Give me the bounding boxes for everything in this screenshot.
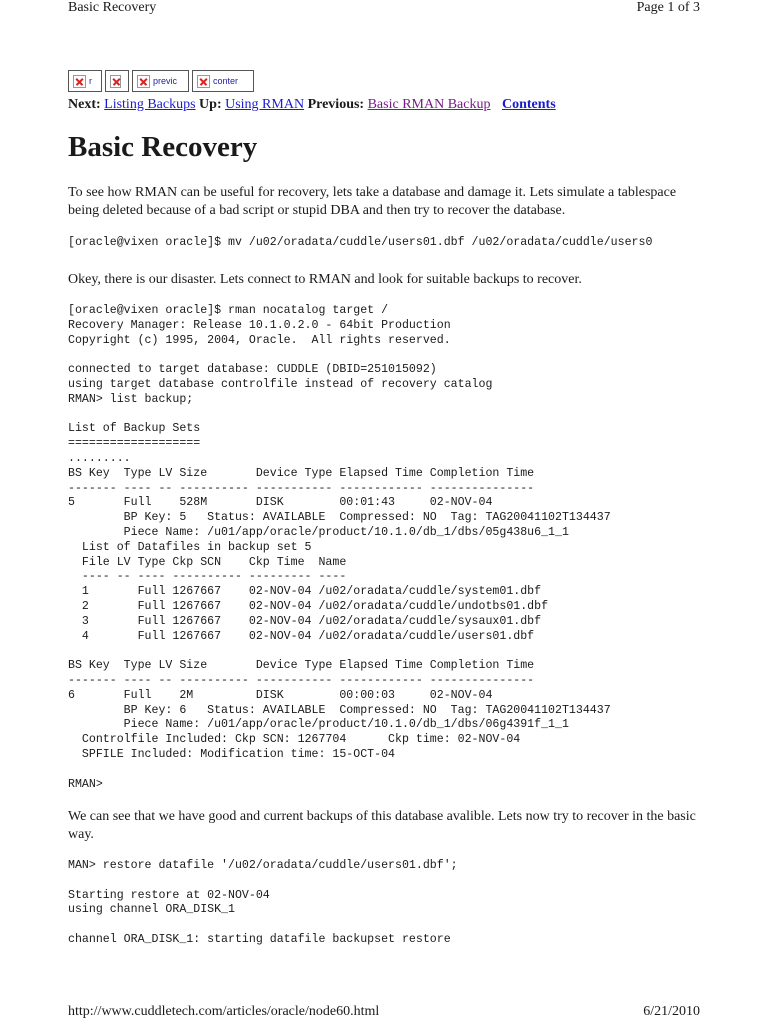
nav-links xyxy=(68,97,556,113)
next-label: Next: xyxy=(68,97,101,112)
previous-nav-alt-text: previc xyxy=(153,76,178,86)
disaster-paragraph: Okey, there is our disaster. Lets connect to RMAN and look for suitable backups to recover. xyxy=(68,272,582,287)
print-header-title: Basic Recovery xyxy=(68,0,157,15)
broken-image-icon xyxy=(110,75,121,88)
code-block-mv: [oracle@vixen oracle]$ mv /u02/oradata/cuddle/users01.dbf /u02/oradata/cuddle/users0 xyxy=(68,236,653,249)
broken-image-icon xyxy=(137,75,150,88)
contents-link[interactable]: Contents xyxy=(501,97,556,112)
print-footer-date: 6/21/2010 xyxy=(643,1004,700,1019)
up-label: Up: xyxy=(199,97,222,112)
previous-nav-button[interactable] xyxy=(132,70,189,92)
print-footer xyxy=(68,1004,700,1024)
broken-image-icon xyxy=(197,75,210,88)
previous-link[interactable]: Basic RMAN Backup xyxy=(367,97,491,112)
intro-paragraph: To see how RMAN can be useful for recovery, lets take a database and damage it. Lets simulate a tablespace being deleted because of a bad script or stupid DBA and then try to recover the database. xyxy=(68,185,677,218)
broken-image-icon xyxy=(73,75,86,88)
contents-nav-button[interactable] xyxy=(192,70,254,92)
nav-icon-bar xyxy=(68,70,254,94)
backups-paragraph: We can see that we have good and current backups of this database avalible. Lets now try to recover in the basic way. xyxy=(68,809,696,842)
next-link[interactable]: Listing Backups xyxy=(104,97,196,112)
up-link[interactable]: Using RMAN xyxy=(225,97,305,112)
contents-nav-alt-text: conter xyxy=(213,76,239,86)
print-footer-url: http://www.cuddletech.com/articles/oracle/node60.html xyxy=(68,1004,380,1019)
print-header xyxy=(68,0,700,20)
up-nav-button[interactable] xyxy=(105,70,129,92)
next-nav-button[interactable] xyxy=(68,70,102,92)
page-title: Basic Recovery xyxy=(68,131,258,163)
print-header-page: Page 1 of 3 xyxy=(636,0,700,15)
previous-label: Previous: xyxy=(307,97,365,112)
next-nav-alt-text: r xyxy=(89,76,92,86)
code-block-restore: MAN> restore datafile '/u02/oradata/cuddle/users01.dbf'; Starting restore at 02-NOV-04 using channel ORA_DISK_1 channel ORA_DISK_1: starting datafile backupset restore xyxy=(68,859,458,946)
code-block-rman-list: [oracle@vixen oracle]$ rman nocatalog target / Recovery Manager: Release 10.1.0.2.0 - 64bit Production Copyright (c) 1995, 2004, Oracle. All rights reserved. connected to target database: CUDDLE (DBID=251015092) using target database controlfile instead of recovery catalog RMAN> list backup; List of Backup Sets =================== ......... BS Key Type LV Size Device Type Elapsed Time Completion Time ------- ---- -- ---------- ----------- ------------ --------------- 5 Full 528M DISK 00:01:43 02-NOV-04 BP Key: 5 Status: AVAILABLE Compressed: NO Tag: TAG20041102T134437 Piece Name: /u01/app/oracle/product/10.1.0/db_1/dbs/05g438u6_1_1 List of Datafiles in backup set 5 File LV Type Ckp SCN Ckp Time Name ---- -- ---- ---------- --------- ---- 1 Full 1267667 02-NOV-04 /u02/oradata/cuddle/system01.dbf 2 Full 1267667 02-NOV-04 /u02/oradata/cuddle/undotbs01.dbf 3 Full 1267667 02-NOV-04 /u02/oradata/cuddle/sysaux01.dbf 4 Full 1267667 02-NOV-04 /u02/oradata/cuddle/users01.dbf BS Key Type LV Size Device Type Elapsed Time Completion Time ------- ---- -- ---------- ----------- ------------ --------------- 6 Full 2M DISK 00:00:03 02-NOV-04 BP Key: 6 Status: AVAILABLE Compressed: NO Tag: TAG20041102T134437 Piece Name: /u01/app/oracle/product/10.1.0/db_1/dbs/06g4391f_1_1 Controlfile Included: Ckp SCN: 1267704 Ckp time: 02-NOV-04 SPFILE Included: Modification time: 15-OCT-04 RMAN> xyxy=(68,304,611,791)
